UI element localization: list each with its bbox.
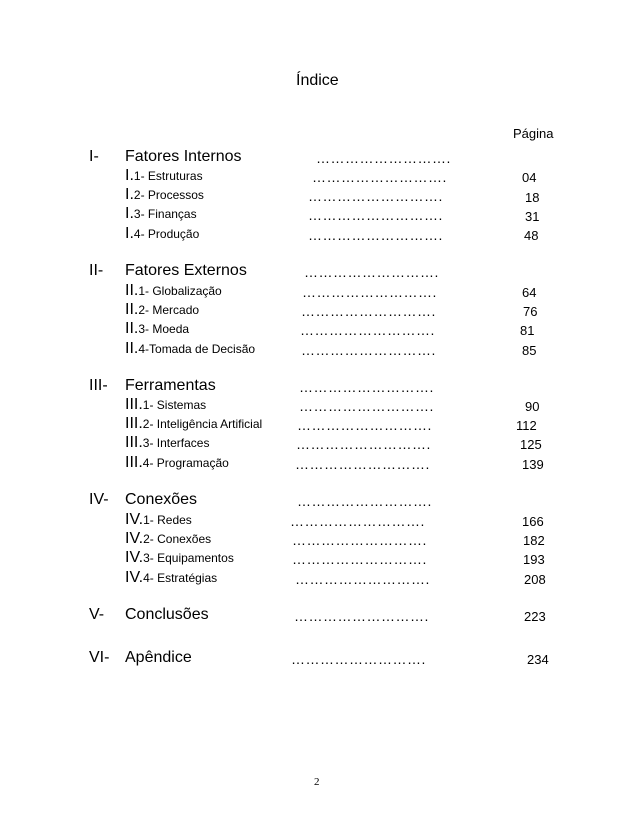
toc-entry [125,320,189,338]
toc-entry [125,301,199,319]
entry-page-number: 166 [522,514,544,529]
entry-leader-dots: ………………………. [295,571,430,587]
entry-leader-dots: ………………………. [292,551,427,567]
entry-page-number: 31 [525,209,540,224]
entry-leader-dots: ………………………. [308,227,443,243]
entry-page-number: 208 [524,572,546,587]
entry-prefix: I. [125,167,134,184]
toc-entry [125,530,211,548]
toc-entry [125,167,203,185]
section-number: II- [89,262,104,279]
entry-leader-dots: ………………………. [308,207,443,223]
entry-page-number: 90 [525,399,540,414]
section-number: VI- [89,649,110,666]
entry-leader-dots: ………………………. [301,303,436,319]
toc-entry [125,415,262,433]
entry-label: 4- Produção [133,227,200,241]
entry-leader-dots: ………………………. [296,436,431,452]
entry-prefix: I. [125,205,134,222]
entry-label: 4- Estratégias [143,571,218,585]
section-title: Ferramentas [125,377,216,394]
toc-entry [125,434,209,452]
section-number: IV- [89,491,109,508]
section-leader-dots: ………………………. [297,493,432,509]
toc-entry [125,511,192,529]
entry-label: 2- Processos [133,188,204,202]
entry-prefix: I. [125,186,134,203]
entry-label: 2- Inteligência Artificial [142,417,263,431]
section-number: III- [89,377,108,394]
section-title: Fatores Internos [125,148,242,165]
entry-page-number: 48 [524,228,539,243]
entry-leader-dots: ………………………. [290,513,425,529]
entry-label: 4-Tomada de Decisão [138,342,256,356]
entry-prefix: IV. [125,511,144,528]
toc-entry [125,282,222,300]
entry-leader-dots: ………………………. [312,169,447,185]
toc-entry [125,205,197,223]
toc-entry [125,396,206,414]
section-title: Fatores Externos [125,262,247,279]
section-page-number: 234 [527,652,549,667]
section-leader-dots: ………………………. [294,608,429,624]
entry-leader-dots: ………………………. [302,284,437,300]
section-number: I- [89,148,99,165]
entry-label: 3- Moeda [138,322,190,336]
entry-prefix: I. [125,225,134,242]
entry-label: 1- Estruturas [133,169,203,183]
toc-entry [125,454,229,472]
entry-page-number: 18 [525,190,540,205]
entry-prefix: II. [125,301,139,318]
section-leader-dots: ………………………. [299,379,434,395]
entry-page-number: 139 [522,457,544,472]
entry-page-number: 64 [522,285,537,300]
section-leader-dots: ………………………. [316,150,451,166]
entry-label: 2- Mercado [138,303,200,317]
entry-prefix: IV. [125,530,144,547]
page-title: Índice [296,72,339,89]
entry-label: 1- Globalização [138,284,222,298]
section-title: Conclusões [125,606,209,623]
toc-entry [125,186,204,204]
entry-leader-dots: ………………………. [300,322,435,338]
entry-prefix: II. [125,282,139,299]
section-leader-dots: ………………………. [291,651,426,667]
section-number: V- [89,606,105,623]
entry-label: 4- Programação [142,456,229,470]
section-page-number: 223 [524,609,546,624]
entry-page-number: 76 [523,304,538,319]
section-title: Conexões [125,491,198,508]
section-title: Apêndice [125,649,192,666]
entry-label: 2- Conexões [143,532,212,546]
entry-page-number: 125 [520,437,542,452]
entry-label: 3- Finanças [133,207,197,221]
entry-prefix: IV. [125,549,144,566]
entry-label: 3- Equipamentos [143,551,234,565]
entry-label: 1- Sistemas [142,398,207,412]
entry-prefix: III. [125,434,143,451]
entry-prefix: III. [125,415,143,432]
entry-page-number: 182 [523,533,545,548]
entry-prefix: II. [125,340,139,357]
entry-page-number: 81 [520,323,535,338]
entry-leader-dots: ………………………. [295,456,430,472]
toc-entry [125,569,217,587]
toc-entry [125,225,199,243]
entry-page-number: 193 [523,552,545,567]
entry-leader-dots: ………………………. [299,398,434,414]
entry-prefix: IV. [125,569,144,586]
page-column-header: Página [513,126,554,141]
entry-label: 1- Redes [143,513,192,527]
entry-page-number: 112 [516,418,537,433]
entry-prefix: III. [125,454,143,471]
toc-entry [125,340,255,358]
entry-page-number: 04 [522,170,537,185]
toc-entry [125,549,234,567]
entry-leader-dots: ………………………. [297,417,432,433]
entry-prefix: II. [125,320,139,337]
footer-page-number: 2 [314,776,320,788]
entry-leader-dots: ………………………. [308,188,443,204]
entry-leader-dots: ………………………. [292,532,427,548]
entry-page-number: 85 [522,343,537,358]
entry-label: 3- Interfaces [142,436,210,450]
entry-prefix: III. [125,396,143,413]
entry-leader-dots: ………………………. [301,342,436,358]
section-leader-dots: ………………………. [304,264,439,280]
